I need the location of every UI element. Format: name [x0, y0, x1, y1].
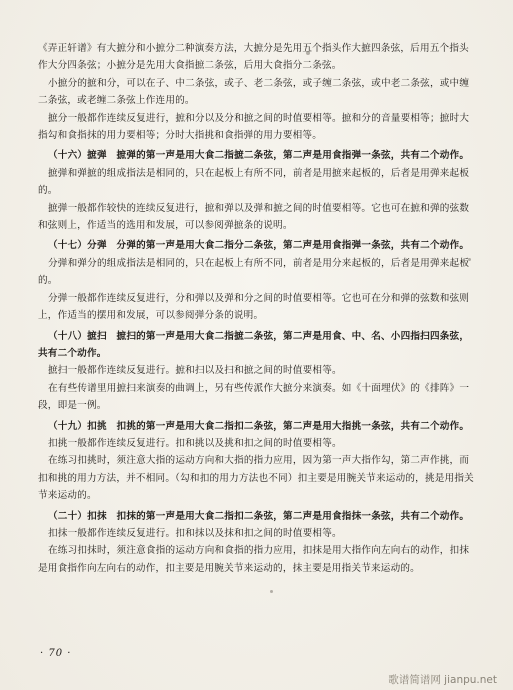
section-heading-16: （十六）摭弹 摭弹的第一声是用大食二指摭二条弦，第二声是用食指弹一条弦，共有二个动作。	[48, 150, 470, 162]
paragraph: 摭弹和弹摭的组成指法是相同的，只在起板上有所不同，前者是用摭来起板的，后者是用弹来起板的。	[38, 167, 470, 197]
body-text	[38, 40, 478, 577]
section-heading-18: （十八）摭扫 摭扫的第一声是用大食二指摭二条弦，第二声是用食、中、名、小四指扫四条弦，共有二个动作。	[38, 330, 470, 359]
paragraph: 分弹一般都作连续反复进行，分和弹以及弹和分之间的时值要相等。它也可在分和弹的弦数和弦则上，作适当的摆用和发展，可以参阅弹分条的说明。	[38, 292, 470, 322]
paragraph: 在练习扣挑时，须注意大指的运动方向和大指的指力应用，因为第一声大指作勾，第二声作挑，而扣和挑的用力方法，并不相同。（勾和扣的用力方法也不同）扣主要是用腕关节来运动的，挑是用指关节来运动的。	[38, 455, 474, 502]
section-heading-17: （十七）分弹 分弹的第一声是用大食二指分二条弦，第二声是用食指弹一条弦，共有二个动作。	[48, 240, 470, 252]
paragraph: 在有些传谱里用摭扫来演奏的曲调上，另有些传派作大摭分来演奏。如《十面埋伏》的《排阵》一段，即是一例。	[38, 382, 470, 412]
page-number: · 70 ·	[40, 648, 72, 659]
paragraph: 扣抹一般都作连续反复进行。扣和抹以及抹和扣之间的时值要相等。	[48, 527, 342, 539]
paragraph: 分弹和弹分的组成指法是相同的，只在起板上有所不同，前者是用分来起板的，后者是用弹来起板的。	[38, 257, 470, 287]
section-heading-19: （十九）扣挑 扣挑的第一声是用大食二指扣二条弦，第二声是用大指挑一条弦，共有二个动作。	[48, 420, 470, 432]
paragraph: 摭弹一般都作较快的连续反复进行，摭和弹以及弹和摭之间的时值要相等。它也可在摭和弹的弦数和弦则上，作适当的选用和发展，可以参阅弹摭条的说明。	[38, 202, 470, 232]
ink-speck	[270, 590, 273, 593]
paragraph: 摭扫一般都作连续反复进行。摭和扫以及扫和摭之间的时值要相等。	[48, 365, 342, 377]
paragraph: 摭分一般都作连续反复进行，摭和分以及分和摭之间的时值要相等。摭和分的音量要相等；摭时大指勾和食指抹的用力要相等；分时大指挑和食指弹的用力要相等。	[38, 112, 470, 142]
site-watermark: 歌谱简谱网 jianpu.net	[388, 674, 497, 686]
paragraph-intro: 《弄正轩谱》有大摭分和小摭分二种演奏方法，大摭分是先用五个指头作大摭四条弦，后用五个指头作大分四条弦；小摭分是先用大食指摭二条弦，后用大食指分二条弦。	[38, 43, 469, 72]
section-heading-20: （二十）扣抹 扣抹的第一声是用大食二指扣二条弦，第二声是用食指抹一条弦，共有二个动作。	[48, 510, 470, 522]
paragraph: 在练习扣抹时，须注意食指的运动方向和食指的指力应用，扣抹是用大指作向左向右的动作，扣抹是用食指作向左向右的动作，扣主要是用腕关节来运动的，抹主要是用指关节来运动的。	[38, 545, 470, 574]
paragraph: 扣挑一般都作连续反复进行。扣和挑以及挑和扣之间的时值要相等。	[48, 437, 342, 449]
paragraph: 小摭分的摭和分，可以在子、中二条弦，或子、老二条弦，或子缠二条弦，或中老二条弦，或中缠二条弦，或老缠二条弦上作连用的。	[38, 77, 470, 107]
